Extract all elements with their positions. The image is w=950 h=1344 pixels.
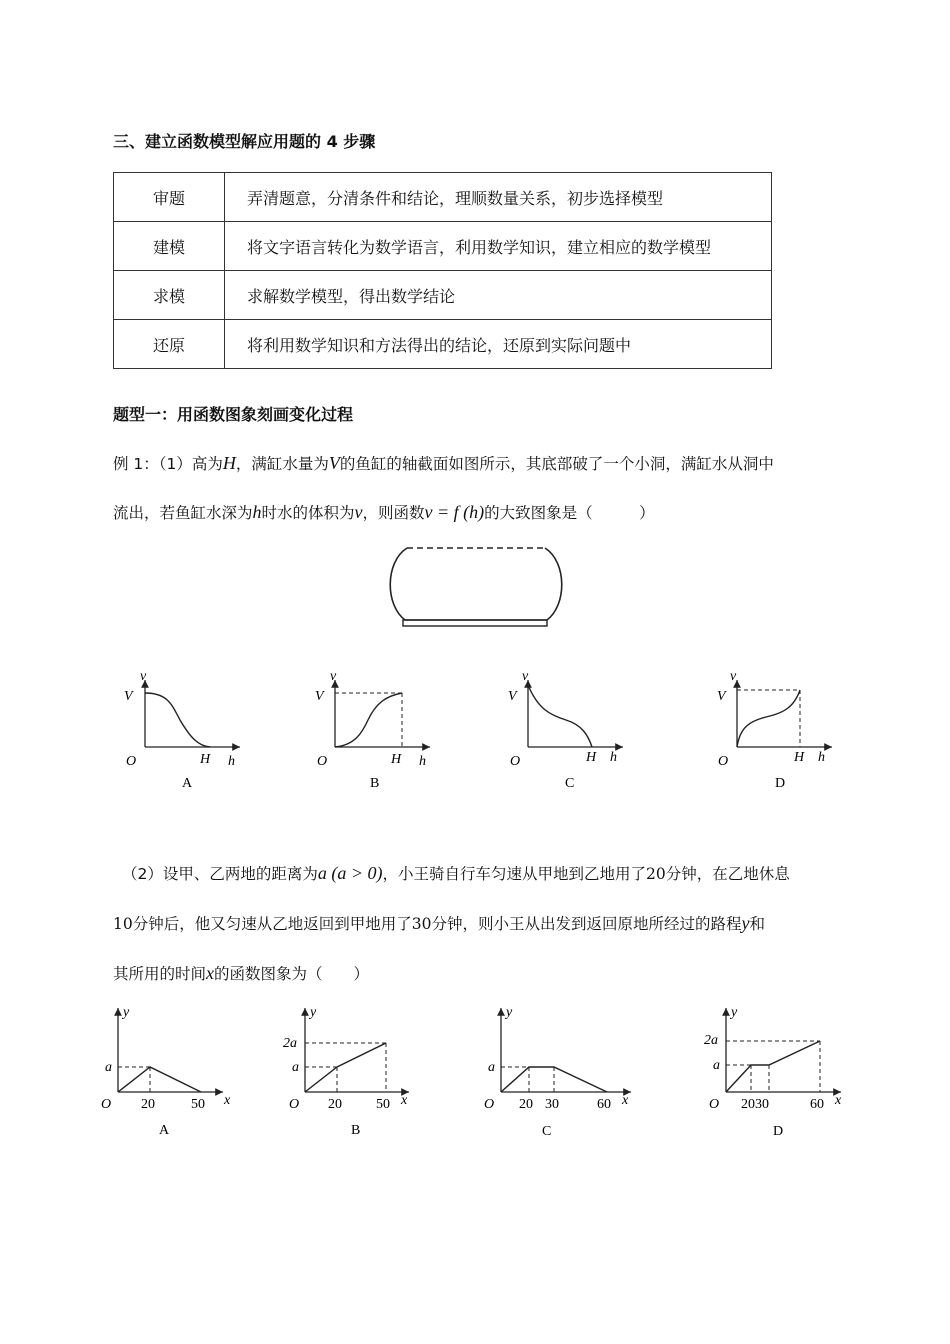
num-10: 10 xyxy=(113,915,133,933)
path-A xyxy=(118,1067,201,1092)
ex1-line-2 xyxy=(113,501,655,523)
ex2-text: ，小王骑自行车匀速从甲地到乙地用了 xyxy=(382,865,647,883)
var-x: x xyxy=(206,963,215,983)
curve-D xyxy=(737,690,800,747)
curve-B xyxy=(335,693,402,747)
label-V: V xyxy=(124,689,133,704)
ex1-line-1 xyxy=(113,452,774,474)
graph-A xyxy=(101,1005,231,1138)
step-value: 求解数学模型，得出数学结论 xyxy=(225,271,772,320)
step-value: 弄清题意，分清条件和结论，理顺数量关系，初步选择模型 xyxy=(225,173,772,222)
label-O: O xyxy=(510,754,521,769)
graph-A xyxy=(124,669,240,791)
tick-50: 50 xyxy=(191,1097,205,1112)
tank-base xyxy=(403,620,547,626)
label-H: H xyxy=(391,752,402,767)
ex1-text: 流出，若鱼缸水深为 xyxy=(113,504,253,522)
step-key: 审题 xyxy=(114,173,225,222)
ex2-text: 和 xyxy=(749,915,766,933)
graph-D xyxy=(704,1005,842,1139)
ex1-text: ，则函数 xyxy=(362,504,425,522)
label-v: v xyxy=(140,669,147,684)
condition-a: a (a > 0) xyxy=(317,863,383,883)
ex2-text: 的函数图象为（ ） xyxy=(214,965,370,983)
table-row xyxy=(114,173,772,222)
option-C: C xyxy=(565,776,575,791)
label-h: h xyxy=(610,750,617,765)
label-x: x xyxy=(224,1093,231,1108)
curve-A xyxy=(145,693,210,747)
ex2-text: 分钟后，他又匀速从乙地返回到甲地用了 xyxy=(132,915,412,933)
curve-C xyxy=(528,685,592,747)
label-y: y xyxy=(731,1005,738,1020)
var-y: y xyxy=(741,913,750,933)
option-B: B xyxy=(351,1123,361,1138)
label-x: x xyxy=(835,1093,842,1108)
tick-20: 20 xyxy=(141,1097,155,1112)
ex2-line-2 xyxy=(113,912,765,934)
table-row xyxy=(114,320,772,369)
num-30: 30 xyxy=(411,915,432,933)
label-y: y xyxy=(310,1005,317,1020)
graph-D xyxy=(717,669,832,791)
graph-B xyxy=(283,1005,409,1138)
label-O: O xyxy=(718,754,729,769)
option-A: A xyxy=(159,1123,170,1138)
ex2-text: 其所用的时间 xyxy=(113,965,207,983)
option-B: B xyxy=(370,776,380,791)
var-v: v xyxy=(354,502,363,522)
steps-table xyxy=(113,172,772,369)
step-key: 还原 xyxy=(114,320,225,369)
formula-v-f-h: v = f (h) xyxy=(424,502,485,522)
ex1-text: 的大致图象是（ ） xyxy=(484,504,655,522)
step-key: 求模 xyxy=(114,271,225,320)
label-H: H xyxy=(586,750,597,765)
label-x: x xyxy=(401,1093,408,1108)
label-a: a xyxy=(488,1060,495,1075)
var-h: h xyxy=(252,502,262,522)
var-V: V xyxy=(328,453,340,473)
fish-tank-figure xyxy=(385,540,565,632)
label-V: V xyxy=(315,689,324,704)
label-O: O xyxy=(709,1097,720,1112)
tick-60: 60 xyxy=(597,1097,611,1112)
label-H: H xyxy=(794,750,805,765)
label-O: O xyxy=(289,1097,300,1112)
tick-50: 50 xyxy=(376,1097,390,1112)
option-D: D xyxy=(775,776,786,791)
num-20: 20 xyxy=(646,865,666,883)
tick-2030: 2030 xyxy=(741,1097,769,1112)
section-title: 三、建立函数模型解应用题的 4 步骤 xyxy=(113,132,376,151)
var-H: H xyxy=(222,453,236,473)
label-V: V xyxy=(508,689,517,704)
option-D: D xyxy=(773,1124,784,1139)
table-row xyxy=(114,222,772,271)
label-a: a xyxy=(713,1058,720,1073)
ex2-text: 分钟，在乙地休息 xyxy=(665,865,790,883)
type-title: 题型一：用函数图象刻画变化过程 xyxy=(113,405,354,424)
ex1-text: 时水的体积为 xyxy=(261,504,355,522)
label-V: V xyxy=(717,689,726,704)
path-D xyxy=(726,1041,820,1092)
ex2-text: 分钟，则小王从出发到返回原地所经过的路程 xyxy=(431,915,742,933)
label-O: O xyxy=(317,754,328,769)
label-2a: 2a xyxy=(704,1033,718,1048)
label-v: v xyxy=(522,669,529,684)
option-A: A xyxy=(182,776,193,791)
ex2-text: （2）设甲、乙两地的距离为 xyxy=(122,865,318,883)
ex1-text: 的鱼缸的轴截面如图所示，其底部破了一个小洞，满缸水从洞中 xyxy=(339,455,774,473)
graphs-yx xyxy=(95,998,855,1143)
tick-30: 30 xyxy=(545,1097,559,1112)
label-O: O xyxy=(484,1097,495,1112)
path-B xyxy=(305,1043,386,1092)
option-C: C xyxy=(542,1124,552,1139)
label-h: h xyxy=(419,754,426,769)
graph-C xyxy=(508,669,623,791)
label-2a: 2a xyxy=(283,1036,297,1051)
label-x: x xyxy=(622,1093,629,1108)
label-y: y xyxy=(123,1005,130,1020)
tick-60: 60 xyxy=(810,1097,824,1112)
graphs-vh xyxy=(110,665,860,795)
label-v: v xyxy=(730,669,737,684)
graph-C xyxy=(484,1005,631,1139)
label-v: v xyxy=(330,669,337,684)
label-h: h xyxy=(818,750,825,765)
label-H: H xyxy=(200,752,211,767)
step-key: 建模 xyxy=(114,222,225,271)
label-O: O xyxy=(101,1097,112,1112)
label-y: y xyxy=(506,1005,513,1020)
ex2-line-3 xyxy=(113,962,369,984)
ex1-text: ，满缸水量为 xyxy=(235,455,329,473)
label-O: O xyxy=(126,754,137,769)
ex1-text: 例 1：（1）高为 xyxy=(113,455,223,473)
label-a: a xyxy=(292,1060,299,1075)
ex2-line-1 xyxy=(122,862,790,884)
step-value: 将利用数学知识和方法得出的结论，还原到实际问题中 xyxy=(225,320,772,369)
tick-20: 20 xyxy=(328,1097,342,1112)
graph-B xyxy=(315,669,430,791)
label-a: a xyxy=(105,1060,112,1075)
tick-20: 20 xyxy=(519,1097,533,1112)
tank-outline xyxy=(390,548,562,620)
step-value: 将文字语言转化为数学语言，利用数学知识，建立相应的数学模型 xyxy=(225,222,772,271)
table-row xyxy=(114,271,772,320)
label-h: h xyxy=(228,754,235,769)
